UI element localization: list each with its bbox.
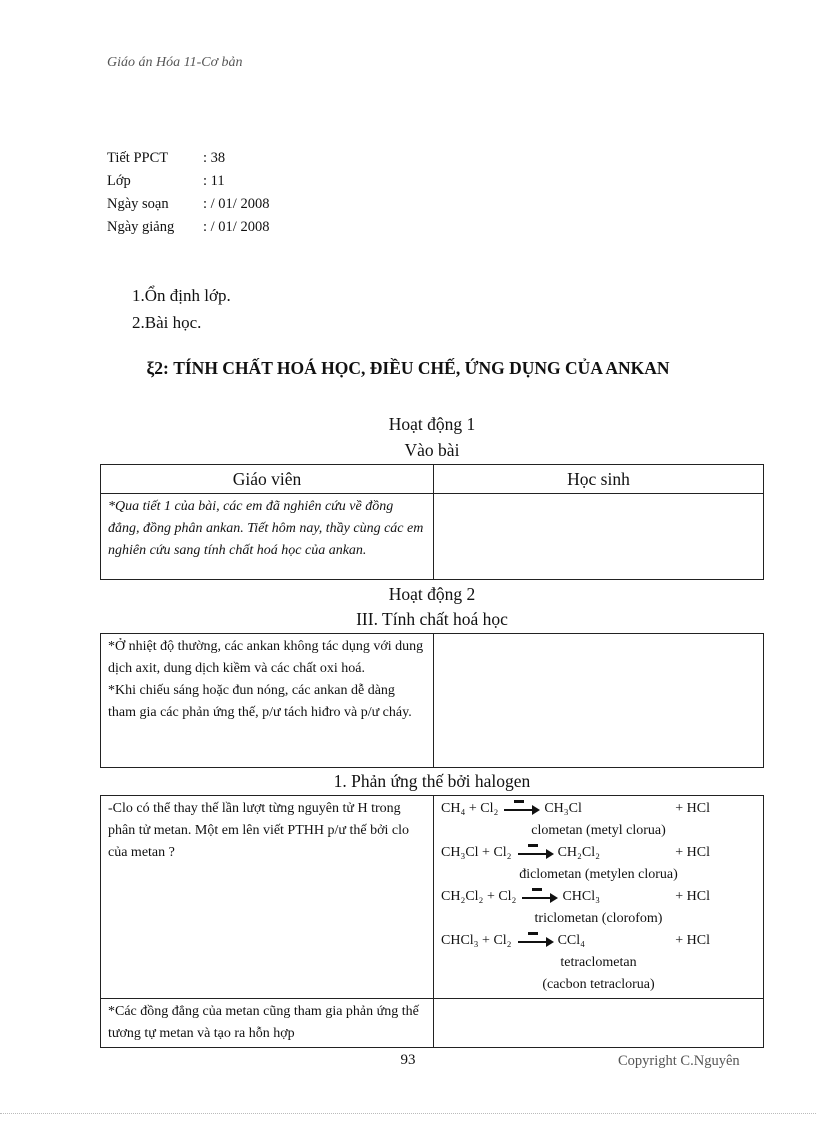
student-cell: [434, 999, 764, 1048]
reactants: CH₂Cl₂ + Cl₂: [441, 889, 517, 904]
col-header-student: Học sinh: [434, 465, 764, 494]
reaction-arrow-icon: [518, 848, 554, 858]
copyright: Copyright C.Nguyên: [618, 1053, 740, 1069]
reaction-equation: [441, 842, 756, 864]
teacher-paragraph: *Khi chiếu sáng hoặc đun nóng, các ankan dễ dàng tham gia các phản ứng thế, p/ư tách hiđro và p/ư cháy.: [108, 683, 412, 720]
teacher-cell: *Qua tiết 1 của bài, các em đã nghiên cứu về đồng đẳng, đồng phân ankan. Tiết hôm nay, thầy cùng các em nghiên cứu sang tính chất hoá học của ankan.: [101, 494, 434, 580]
section-title-text: TÍNH CHẤT HOÁ HỌC, ĐIỀU CHẾ, ỨNG DỤNG CỦA ANKAN: [173, 358, 670, 378]
product: CH₂Cl₂: [557, 845, 600, 860]
student-cell: [434, 494, 764, 580]
section-symbol: ξ2:: [146, 358, 169, 378]
halogen-table: [100, 795, 764, 1048]
lesson-meta: [107, 147, 269, 239]
activity1-table: [100, 464, 764, 580]
activity1-subheading: Vào bài: [404, 440, 460, 460]
product: CHCl₃: [562, 889, 601, 904]
product: CCl₄: [557, 933, 586, 948]
product: CH₃Cl: [544, 801, 582, 816]
reactants: CH₄ + Cl₂: [441, 801, 499, 816]
section-title: [0, 358, 816, 379]
meta-value: : 11: [203, 173, 225, 189]
teacher-cell: -Clo có thể thay thế lần lượt từng nguyên tử H trong phân tử metan. Một em lên viết PTHH p/ư thế bởi clo của metan ?: [101, 796, 434, 999]
meta-value: : 38: [203, 150, 226, 166]
meta-label: Ngày giảng: [107, 219, 175, 235]
reactants: CHCl₃ + Cl₂: [441, 933, 512, 948]
reaction-arrow-icon: [518, 936, 554, 946]
reactions-cell: [434, 796, 764, 999]
activity2-heading: Hoạt động 2: [388, 584, 476, 604]
meta-row-class: [107, 170, 269, 193]
activity1-heading: Hoạt động 1: [388, 414, 476, 434]
meta-row-taught: [107, 216, 269, 239]
product-name: tetraclometan: [560, 955, 637, 970]
page-divider: [0, 1113, 816, 1114]
product-name-alt: (cacbon tetraclorua): [542, 977, 655, 992]
meta-value: : / 01/ 2008: [203, 196, 270, 212]
meta-row-period: [107, 147, 269, 170]
reactants: CH₃Cl + Cl₂: [441, 845, 512, 860]
product-name: clometan (metyl clorua): [531, 823, 666, 838]
lesson-outline: [132, 282, 231, 336]
outline-item: 1.Ổn định lớp.: [132, 286, 231, 305]
product-name: điclometan (metylen clorua): [519, 867, 678, 882]
teacher-cell: [101, 634, 434, 768]
product-name: triclometan (clorofom): [534, 911, 663, 926]
byproduct: + HCl: [675, 933, 710, 948]
reaction-equation: [441, 886, 756, 908]
halogen-heading: 1. Phản ứng thế bởi halogen: [333, 771, 531, 791]
col-header-teacher: Giáo viên: [101, 465, 434, 494]
document-header: Giáo án Hóa 11-Cơ bản: [107, 55, 243, 70]
reaction-equation: [441, 930, 756, 952]
meta-row-prepared: [107, 193, 269, 216]
teacher-cell: *Các đồng đẳng của metan cũng tham gia phản ứng thế tương tự metan và tạo ra hỗn hợp: [101, 999, 434, 1048]
activity2-table: [100, 633, 764, 768]
outline-item: 2.Bài học.: [132, 313, 202, 332]
reaction-arrow-icon: [522, 892, 558, 902]
reaction-equation: [441, 798, 756, 820]
byproduct: + HCl: [675, 845, 710, 860]
activity2-subheading: III. Tính chất hoá học: [356, 609, 508, 629]
student-cell: [434, 634, 764, 768]
meta-value: : / 01/ 2008: [203, 219, 270, 235]
meta-label: Ngày soạn: [107, 196, 169, 212]
byproduct: + HCl: [675, 889, 710, 904]
reaction-arrow-icon: [504, 804, 540, 814]
byproduct: + HCl: [675, 801, 710, 816]
meta-label: Tiết PPCT: [107, 150, 169, 166]
meta-label: Lớp: [107, 173, 131, 189]
page-number: 93: [400, 1052, 416, 1068]
teacher-paragraph: *Ở nhiệt độ thường, các ankan không tác dụng với dung dịch axit, dung dịch kiềm và các chất oxi hoá.: [108, 639, 424, 676]
